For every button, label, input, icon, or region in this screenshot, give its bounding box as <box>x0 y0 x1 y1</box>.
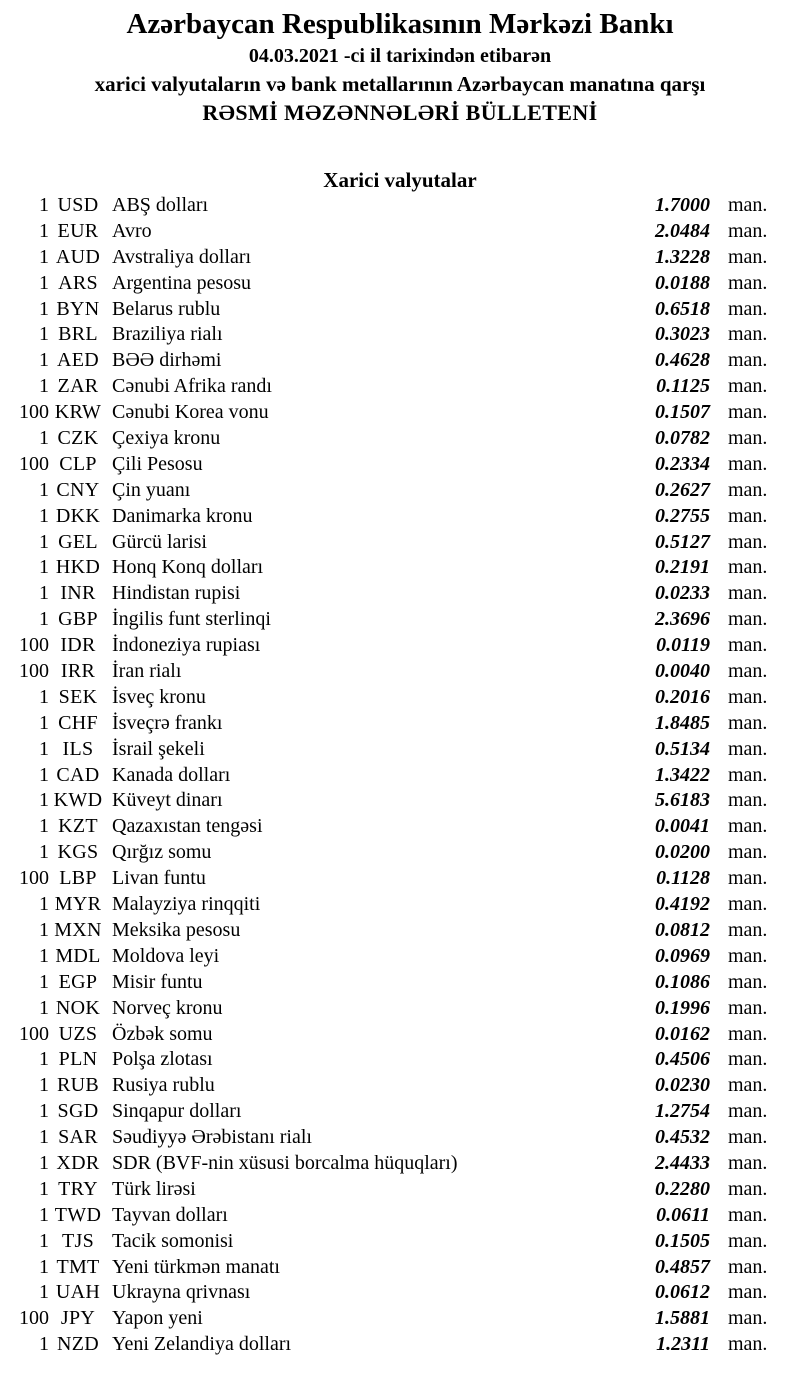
currency-row <box>0 893 770 919</box>
exchange-rate: 0.6518 <box>655 297 710 320</box>
manat-unit-label: man. <box>728 556 768 579</box>
exchange-rate: 0.0612 <box>655 1281 710 1304</box>
quantity: 100 <box>19 401 49 424</box>
manat-unit-label: man. <box>728 996 768 1019</box>
manat-unit-label: man. <box>728 375 768 398</box>
exchange-rate: 0.4857 <box>655 1255 710 1278</box>
bulletin-header <box>0 0 800 128</box>
subject-line: xarici valyutaların və bank metallarının Azərbaycan manatına qarşı <box>94 72 706 96</box>
currency-code: CHF <box>58 711 98 734</box>
currency-name: Belarus rublu <box>112 297 221 320</box>
quantity: 100 <box>19 867 49 890</box>
currency-code: LBP <box>59 867 97 890</box>
currency-row <box>0 349 770 375</box>
currency-name: Danimarka kronu <box>112 504 253 527</box>
manat-unit-label: man. <box>728 271 768 294</box>
quantity: 1 <box>39 1333 49 1356</box>
quantity: 1 <box>39 1074 49 1097</box>
exchange-rate: 0.4628 <box>655 349 710 372</box>
currency-row <box>0 531 770 557</box>
currency-code: KWD <box>53 789 103 812</box>
currency-row <box>0 1178 770 1204</box>
quantity: 1 <box>39 1281 49 1304</box>
quantity: 1 <box>39 944 49 967</box>
exchange-rate: 0.4192 <box>655 893 710 916</box>
currency-row <box>0 971 770 997</box>
quantity: 1 <box>39 763 49 786</box>
currency-row <box>0 1100 770 1126</box>
currency-code: TWD <box>54 1203 102 1226</box>
exchange-rate: 0.2016 <box>655 685 710 708</box>
currency-code: NOK <box>55 996 101 1019</box>
currency-name: Ukrayna qrivnası <box>112 1281 251 1304</box>
quantity: 1 <box>39 1203 49 1226</box>
quantity: 1 <box>39 1126 49 1149</box>
quantity: 1 <box>39 323 49 346</box>
currency-name: Hindistan rupisi <box>112 582 241 605</box>
currency-row <box>0 1333 770 1359</box>
manat-unit-label: man. <box>728 1126 768 1149</box>
manat-unit-label: man. <box>728 660 768 683</box>
quantity: 1 <box>39 530 49 553</box>
quantity: 1 <box>39 841 49 864</box>
currency-row <box>0 220 770 246</box>
currency-row <box>0 556 770 582</box>
exchange-rate: 0.1086 <box>655 970 710 993</box>
currency-code: CZK <box>57 427 99 450</box>
exchange-rate: 0.0041 <box>655 815 710 838</box>
currency-code: MXN <box>54 918 102 941</box>
currency-name: Yeni türkmən manatı <box>112 1255 280 1278</box>
exchange-rate: 0.4532 <box>655 1126 710 1149</box>
currency-code: ZAR <box>57 375 99 398</box>
exchange-rate: 1.8485 <box>655 711 710 734</box>
manat-unit-label: man. <box>728 219 768 242</box>
manat-unit-label: man. <box>728 1048 768 1071</box>
currency-code: AUD <box>55 245 101 268</box>
currency-code: IRR <box>60 660 96 683</box>
exchange-rate: 0.5127 <box>655 530 710 553</box>
currency-code: KGS <box>57 841 99 864</box>
currency-name: Avstraliya dolları <box>112 245 252 268</box>
manat-unit-label: man. <box>728 1307 768 1330</box>
currency-name: Gürcü larisi <box>112 530 207 553</box>
currency-name: İran rialı <box>112 660 182 683</box>
currency-name: Braziliya rialı <box>112 323 223 346</box>
quantity: 1 <box>39 996 49 1019</box>
exchange-rate: 0.2755 <box>655 504 710 527</box>
exchange-rate: 2.0484 <box>655 219 710 242</box>
exchange-rate: 0.0119 <box>656 634 710 657</box>
exchange-rate: 1.7000 <box>655 194 710 216</box>
currency-row <box>0 764 770 790</box>
manat-unit-label: man. <box>728 504 768 527</box>
currency-row <box>0 1307 770 1333</box>
quantity: 1 <box>39 711 49 734</box>
exchange-rate: 0.2627 <box>655 478 710 501</box>
currency-row <box>0 815 770 841</box>
currency-name: BƏƏ dirhəmi <box>112 349 222 372</box>
currency-name: Küveyt dinarı <box>112 789 223 812</box>
quantity: 1 <box>39 297 49 320</box>
manat-unit-label: man. <box>728 401 768 424</box>
manat-unit-label: man. <box>728 1074 768 1097</box>
currency-name: Çili Pesosu <box>112 452 203 475</box>
currency-code: USD <box>57 194 99 216</box>
exchange-rate: 5.6183 <box>655 789 710 812</box>
currency-name: Malayziya rinqqiti <box>112 893 261 916</box>
currency-row <box>0 867 770 893</box>
currency-name: Türk lirəsi <box>112 1177 196 1200</box>
currency-code: PLN <box>58 1048 98 1071</box>
currency-name: Avro <box>112 219 152 242</box>
currency-row <box>0 1074 770 1100</box>
currency-name: Tayvan dolları <box>112 1203 228 1226</box>
currency-name: Çexiya kronu <box>112 427 221 450</box>
currency-code: ARS <box>58 271 98 294</box>
manat-unit-label: man. <box>728 1203 768 1226</box>
currency-code: EUR <box>57 219 99 242</box>
exchange-rate: 0.0812 <box>655 918 710 941</box>
currency-name: Qazaxıstan tengəsi <box>112 815 263 838</box>
currency-name: Misir funtu <box>112 970 203 993</box>
currency-name: Cənubi Korea vonu <box>112 401 269 424</box>
currency-row <box>0 582 770 608</box>
quantity: 1 <box>39 789 49 812</box>
quantity: 100 <box>19 1307 49 1330</box>
currency-name: SDR (BVF-nin xüsusi borcalma hüquqları) <box>112 1151 458 1174</box>
currency-code: JPY <box>60 1307 96 1330</box>
currency-code: CNY <box>56 478 100 501</box>
exchange-rate: 0.1505 <box>655 1229 710 1252</box>
currency-row <box>0 686 770 712</box>
manat-unit-label: man. <box>728 893 768 916</box>
currency-row <box>0 375 770 401</box>
currency-row <box>0 479 770 505</box>
quantity: 1 <box>39 271 49 294</box>
currency-row <box>0 505 770 531</box>
quantity: 1 <box>39 893 49 916</box>
currency-code: NZD <box>56 1333 99 1356</box>
quantity: 1 <box>39 685 49 708</box>
currency-name: Çin yuanı <box>112 478 191 501</box>
currency-row <box>0 1204 770 1230</box>
currency-code: INR <box>60 582 96 605</box>
currency-code: CLP <box>59 452 97 475</box>
currency-name: Yapon yeni <box>112 1307 203 1330</box>
currency-code: HKD <box>55 556 101 579</box>
quantity: 1 <box>39 1255 49 1278</box>
currency-code: KZT <box>58 815 98 838</box>
currency-code: UAH <box>55 1281 101 1304</box>
bank-title: Azərbaycan Respublikasının Mərkəzi Bankı <box>126 8 674 40</box>
currency-row <box>0 997 770 1023</box>
quantity: 1 <box>39 1177 49 1200</box>
currency-row <box>0 1281 770 1307</box>
currency-code: SAR <box>58 1126 98 1149</box>
currency-code: BRL <box>58 323 98 346</box>
exchange-rate: 0.2334 <box>655 452 710 475</box>
currency-row <box>0 453 770 479</box>
currency-row <box>0 401 770 427</box>
currency-row <box>0 1048 770 1074</box>
currency-code: BYN <box>56 297 100 320</box>
currency-name: İngilis funt sterlinqi <box>112 608 271 631</box>
currency-name: Norveç kronu <box>112 996 223 1019</box>
currency-code: SEK <box>58 685 98 708</box>
currency-row <box>0 608 770 634</box>
exchange-rate: 2.4433 <box>655 1151 710 1174</box>
exchange-rate: 0.5134 <box>655 737 710 760</box>
exchange-rate: 0.1507 <box>655 401 710 424</box>
quantity: 1 <box>39 737 49 760</box>
exchange-rate: 0.1128 <box>656 867 710 890</box>
currency-row <box>0 1256 770 1282</box>
manat-unit-label: man. <box>728 789 768 812</box>
manat-unit-label: man. <box>728 349 768 372</box>
manat-unit-label: man. <box>728 815 768 838</box>
manat-unit-label: man. <box>728 1333 768 1356</box>
quantity: 1 <box>39 1229 49 1252</box>
currency-code: MYR <box>54 893 102 916</box>
quantity: 1 <box>39 582 49 605</box>
currency-row <box>0 738 770 764</box>
exchange-rate: 0.0230 <box>655 1074 710 1097</box>
quantity: 1 <box>39 1100 49 1123</box>
currency-code: SGD <box>57 1100 99 1123</box>
currency-code: RUB <box>56 1074 100 1097</box>
currency-code: MDL <box>55 944 101 967</box>
currency-row <box>0 660 770 686</box>
currency-row <box>0 712 770 738</box>
currency-code: TMT <box>56 1255 100 1278</box>
currency-row <box>0 945 770 971</box>
exchange-rate: 0.0969 <box>655 944 710 967</box>
exchange-rate: 0.2280 <box>655 1177 710 1200</box>
quantity: 1 <box>39 815 49 838</box>
currency-row <box>0 919 770 945</box>
currency-rates-table <box>0 194 800 1359</box>
currency-row <box>0 1126 770 1152</box>
manat-unit-label: man. <box>728 685 768 708</box>
exchange-rate: 2.3696 <box>655 608 710 631</box>
currency-code: AED <box>56 349 99 372</box>
currency-name: Rusiya rublu <box>112 1074 215 1097</box>
currency-code: DKK <box>55 504 101 527</box>
currency-row <box>0 246 770 272</box>
exchange-rate: 0.0040 <box>655 660 710 683</box>
exchange-rate: 0.0162 <box>655 1022 710 1045</box>
manat-unit-label: man. <box>728 1229 768 1252</box>
currency-row <box>0 323 770 349</box>
exchange-rate: 1.3228 <box>655 245 710 268</box>
currency-name: Honq Konq dolları <box>112 556 264 579</box>
currency-name: ABŞ dolları <box>112 194 209 216</box>
quantity: 100 <box>19 634 49 657</box>
section-title-foreign-currencies: Xarici valyutalar <box>323 168 477 192</box>
currency-name: İndoneziya rupiası <box>112 634 261 657</box>
currency-name: İsveç kronu <box>112 685 206 708</box>
currency-code: TRY <box>58 1177 98 1200</box>
currency-code: TJS <box>61 1229 95 1252</box>
quantity: 100 <box>19 1022 49 1045</box>
currency-row <box>0 634 770 660</box>
currency-name: Argentina pesosu <box>112 271 252 294</box>
currency-code: EGP <box>58 970 98 993</box>
manat-unit-label: man. <box>728 763 768 786</box>
currency-row <box>0 194 770 220</box>
currency-name: Tacik somonisi <box>112 1229 234 1252</box>
quantity: 1 <box>39 245 49 268</box>
manat-unit-label: man. <box>728 970 768 993</box>
currency-row <box>0 789 770 815</box>
currency-row <box>0 272 770 298</box>
effective-date-line: 04.03.2021 -ci il tarixindən etibarən <box>248 45 552 67</box>
exchange-rate: 0.3023 <box>655 323 710 346</box>
manat-unit-label: man. <box>728 1255 768 1278</box>
currency-code: CAD <box>56 763 100 786</box>
quantity: 1 <box>39 918 49 941</box>
quantity: 1 <box>39 375 49 398</box>
manat-unit-label: man. <box>728 1022 768 1045</box>
quantity: 1 <box>39 608 49 631</box>
currency-code: UZS <box>58 1022 98 1045</box>
exchange-rate: 1.2754 <box>655 1100 710 1123</box>
exchange-rate: 0.4506 <box>655 1048 710 1071</box>
manat-unit-label: man. <box>728 452 768 475</box>
currency-name: İsrail şekeli <box>112 737 205 760</box>
manat-unit-label: man. <box>728 427 768 450</box>
quantity: 1 <box>39 1048 49 1071</box>
exchange-rate: 0.1996 <box>655 996 710 1019</box>
manat-unit-label: man. <box>728 944 768 967</box>
manat-unit-label: man. <box>728 323 768 346</box>
quantity: 100 <box>19 452 49 475</box>
exchange-rate: 0.0233 <box>655 582 710 605</box>
currency-name: Yeni Zelandiya dolları <box>112 1333 292 1356</box>
manat-unit-label: man. <box>728 1281 768 1304</box>
manat-unit-label: man. <box>728 841 768 864</box>
manat-unit-label: man. <box>728 478 768 501</box>
currency-name: Özbək somu <box>112 1022 213 1045</box>
currency-row <box>0 1230 770 1256</box>
quantity: 1 <box>39 194 49 216</box>
manat-unit-label: man. <box>728 711 768 734</box>
quantity: 100 <box>19 660 49 683</box>
manat-unit-label: man. <box>728 582 768 605</box>
currency-row <box>0 1152 770 1178</box>
quantity: 1 <box>39 504 49 527</box>
currency-name: Qırğız somu <box>112 841 212 864</box>
bulletin-title: RƏSMİ MƏZƏNNƏLƏRİ BÜLLETENİ <box>202 100 598 125</box>
manat-unit-label: man. <box>728 737 768 760</box>
exchange-rate: 0.0611 <box>656 1203 710 1226</box>
manat-unit-label: man. <box>728 245 768 268</box>
manat-unit-label: man. <box>728 1100 768 1123</box>
currency-name: İsveçrə frankı <box>112 711 223 734</box>
currency-row <box>0 1023 770 1049</box>
currency-name: Səudiyyə Ərəbistanı rialı <box>112 1126 312 1149</box>
quantity: 1 <box>39 219 49 242</box>
manat-unit-label: man. <box>728 608 768 631</box>
manat-unit-label: man. <box>728 194 768 216</box>
currency-code: XDR <box>56 1151 100 1174</box>
currency-name: Kanada dolları <box>112 763 231 786</box>
exchange-rate: 0.1125 <box>656 375 710 398</box>
exchange-rate: 1.2311 <box>656 1333 710 1356</box>
currency-name: Livan funtu <box>112 867 206 890</box>
currency-name: Meksika pesosu <box>112 918 241 941</box>
currency-name: Cənubi Afrika randı <box>112 375 272 398</box>
currency-row <box>0 298 770 324</box>
quantity: 1 <box>39 556 49 579</box>
currency-name: Sinqapur dolları <box>112 1100 242 1123</box>
quantity: 1 <box>39 1151 49 1174</box>
currency-code: KRW <box>54 401 102 424</box>
exchange-rate: 1.3422 <box>655 763 710 786</box>
currency-name: Moldova leyi <box>112 944 220 967</box>
manat-unit-label: man. <box>728 530 768 553</box>
quantity: 1 <box>39 478 49 501</box>
currency-code: ILS <box>62 737 94 760</box>
currency-row <box>0 427 770 453</box>
exchange-rate: 1.5881 <box>655 1307 710 1330</box>
exchange-rate: 0.0200 <box>655 841 710 864</box>
currency-row <box>0 841 770 867</box>
currency-code: IDR <box>60 634 96 657</box>
quantity: 1 <box>39 349 49 372</box>
quantity: 1 <box>39 427 49 450</box>
manat-unit-label: man. <box>728 297 768 320</box>
currency-code: GEL <box>58 530 98 553</box>
manat-unit-label: man. <box>728 867 768 890</box>
quantity: 1 <box>39 970 49 993</box>
exchange-rate: 0.2191 <box>655 556 710 579</box>
manat-unit-label: man. <box>728 634 768 657</box>
exchange-rate: 0.0782 <box>655 427 710 450</box>
currency-name: Polşa zlotası <box>112 1048 213 1071</box>
manat-unit-label: man. <box>728 1177 768 1200</box>
exchange-rate: 0.0188 <box>655 271 710 294</box>
manat-unit-label: man. <box>728 1151 768 1174</box>
manat-unit-label: man. <box>728 918 768 941</box>
currency-code: GBP <box>58 608 98 631</box>
